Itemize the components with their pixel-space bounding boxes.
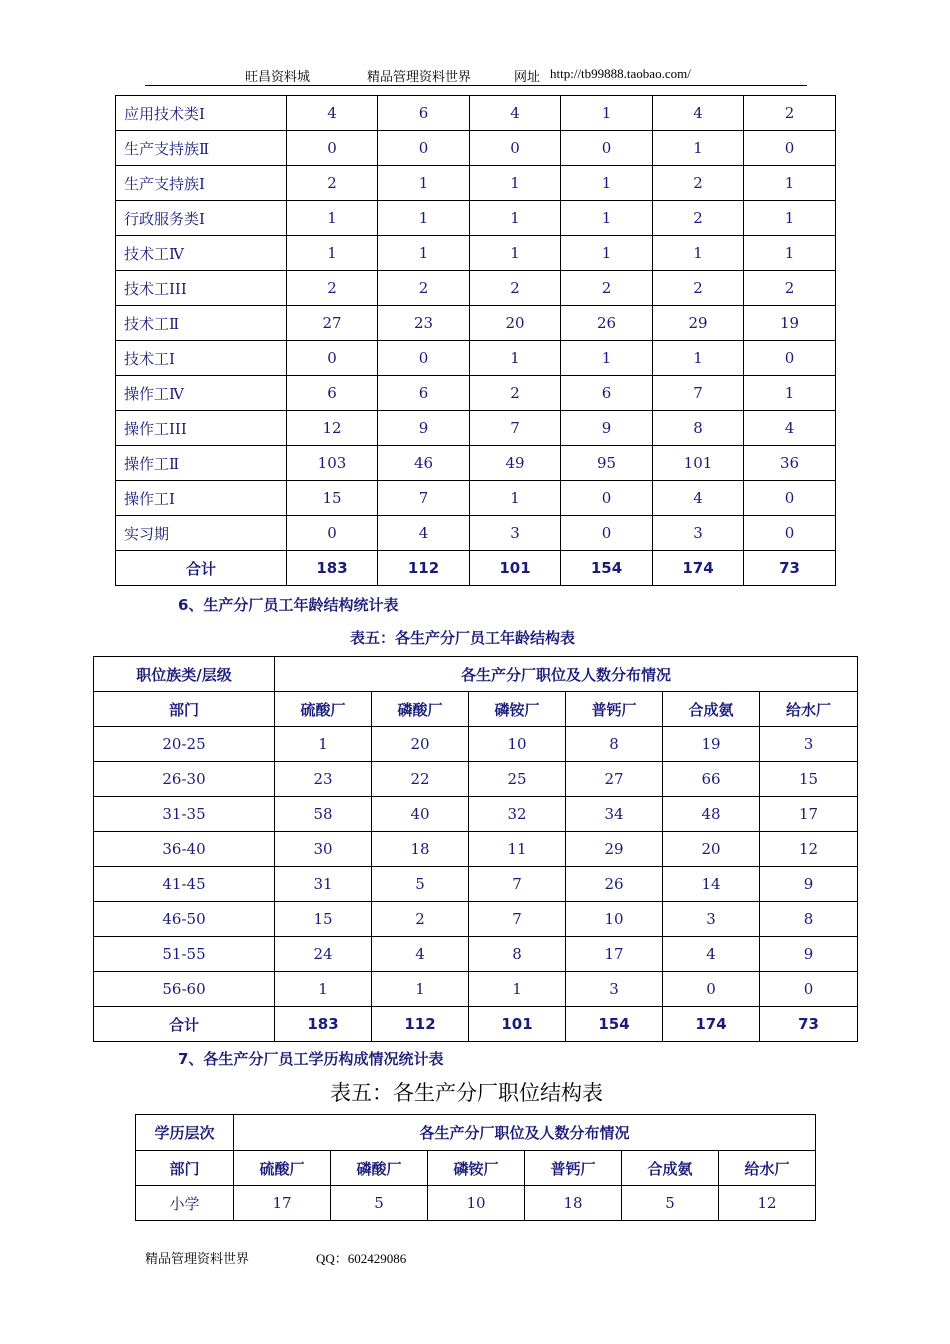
table-head-span: 各生产分厂职位及人数分布情况 [234, 1115, 816, 1151]
total-cell: 73 [744, 551, 836, 586]
table-row [116, 516, 836, 551]
total-cell: 183 [287, 551, 378, 586]
table-cell: 0 [470, 131, 561, 166]
header-url-label: 网址 [514, 69, 541, 84]
dept-cell: 硫酸厂 [234, 1151, 331, 1186]
table-cell: 23 [378, 306, 470, 341]
table-cell: 26 [566, 867, 663, 902]
page-header [145, 66, 807, 86]
table-cell: 1 [561, 96, 653, 131]
table-cell: 9 [760, 937, 858, 972]
table-cell: 0 [663, 972, 760, 1007]
row-label: 31-35 [94, 797, 275, 832]
table-row [116, 166, 836, 201]
table-cell: 0 [561, 516, 653, 551]
table-cell: 95 [561, 446, 653, 481]
total-cell: 112 [378, 551, 470, 586]
table-row [116, 306, 836, 341]
table-cell: 3 [760, 727, 858, 762]
table-cell: 1 [469, 972, 566, 1007]
row-label: 20-25 [94, 727, 275, 762]
table-cell: 66 [663, 762, 760, 797]
table-cell: 18 [525, 1186, 622, 1221]
table-dept-label: 部门 [136, 1151, 234, 1186]
table-head-span: 各生产分厂职位及人数分布情况 [275, 657, 858, 692]
row-label: 26-30 [94, 762, 275, 797]
table-dept-row [136, 1151, 816, 1186]
table-cell: 0 [287, 516, 378, 551]
table-cell: 0 [561, 131, 653, 166]
table-row [116, 131, 836, 166]
dept-cell: 磷铵厂 [428, 1151, 525, 1186]
header-brand: 旺昌资料城 [245, 69, 311, 84]
table-cell: 1 [287, 236, 378, 271]
section6-caption: 表五：各生产分厂员工年龄结构表 [350, 629, 576, 647]
footer-qq: QQ：602429086 [316, 1251, 407, 1266]
table-cell: 1 [744, 166, 836, 201]
table-cell: 25 [469, 762, 566, 797]
table-cell: 3 [653, 516, 744, 551]
table-cell: 1 [470, 166, 561, 201]
table-cell: 20 [470, 306, 561, 341]
table-cell: 101 [653, 446, 744, 481]
table-cell: 3 [470, 516, 561, 551]
row-label: 技术工Ⅱ [116, 306, 287, 341]
table-cell: 8 [566, 727, 663, 762]
table-row [94, 762, 858, 797]
table-cell: 0 [561, 481, 653, 516]
table-cell: 4 [372, 937, 469, 972]
table-cell: 103 [287, 446, 378, 481]
table-row [116, 96, 836, 131]
education-structure-table [135, 1114, 816, 1221]
total-cell: 101 [469, 1007, 566, 1042]
total-cell: 154 [566, 1007, 663, 1042]
table-cell: 1 [744, 236, 836, 271]
table-cell: 5 [372, 867, 469, 902]
table-total-row [94, 1007, 858, 1042]
table-cell: 9 [561, 411, 653, 446]
table-cell: 12 [760, 832, 858, 867]
dept-cell: 硫酸厂 [275, 692, 372, 727]
table-cell: 0 [378, 341, 470, 376]
table-cell: 30 [275, 832, 372, 867]
dept-cell: 合成氨 [663, 692, 760, 727]
table-row [94, 972, 858, 1007]
table-cell: 5 [331, 1186, 428, 1221]
table-row [116, 201, 836, 236]
total-cell: 101 [470, 551, 561, 586]
table-cell: 7 [378, 481, 470, 516]
total-label: 合计 [116, 551, 287, 586]
table-row [116, 481, 836, 516]
table-cell: 6 [378, 96, 470, 131]
table-cell: 1 [470, 481, 561, 516]
row-label: 操作工Ⅰ [116, 481, 287, 516]
table-cell: 1 [561, 236, 653, 271]
table-cell: 6 [378, 376, 470, 411]
dept-cell: 磷酸厂 [331, 1151, 428, 1186]
table-cell: 10 [469, 727, 566, 762]
row-label: 技术工Ⅳ [116, 236, 287, 271]
table-cell: 4 [470, 96, 561, 131]
table-cell: 1 [287, 201, 378, 236]
table-cell: 2 [378, 271, 470, 306]
table-cell: 0 [378, 131, 470, 166]
table-cell: 2 [287, 271, 378, 306]
row-label: 46-50 [94, 902, 275, 937]
table-cell: 8 [653, 411, 744, 446]
row-label: 行政服务类Ⅰ [116, 201, 287, 236]
table-cell: 15 [275, 902, 372, 937]
table-cell: 0 [744, 131, 836, 166]
table-cell: 1 [561, 166, 653, 201]
table-cell: 4 [663, 937, 760, 972]
header-url[interactable]: http://tb99888.taobao.com/ [550, 66, 691, 81]
table-head-label: 学历层次 [136, 1115, 234, 1151]
table-cell: 34 [566, 797, 663, 832]
table-row [116, 271, 836, 306]
total-cell: 73 [760, 1007, 858, 1042]
table-row [94, 727, 858, 762]
table-cell: 36 [744, 446, 836, 481]
table-cell: 10 [428, 1186, 525, 1221]
row-label: 操作工Ⅳ [116, 376, 287, 411]
table-cell: 20 [663, 832, 760, 867]
table-cell: 0 [744, 341, 836, 376]
table-cell: 3 [663, 902, 760, 937]
row-label: 操作工III [116, 411, 287, 446]
table-row [116, 411, 836, 446]
table-cell: 1 [275, 972, 372, 1007]
table-cell: 2 [470, 271, 561, 306]
table-cell: 1 [653, 341, 744, 376]
total-cell: 183 [275, 1007, 372, 1042]
table-cell: 1 [653, 131, 744, 166]
table-dept-label: 部门 [94, 692, 275, 727]
table-cell: 3 [566, 972, 663, 1007]
table-cell: 1 [744, 201, 836, 236]
table-cell: 4 [744, 411, 836, 446]
table-cell: 0 [287, 341, 378, 376]
header-slogan: 精品管理资料世界 [367, 69, 472, 84]
table-cell: 1 [653, 236, 744, 271]
table-cell: 1 [372, 972, 469, 1007]
table-cell: 2 [653, 271, 744, 306]
table-row [116, 341, 836, 376]
table-cell: 9 [760, 867, 858, 902]
table-cell: 17 [566, 937, 663, 972]
table-cell: 18 [372, 832, 469, 867]
header-divider [145, 85, 807, 86]
table-cell: 17 [760, 797, 858, 832]
table-cell: 46 [378, 446, 470, 481]
table-cell: 2 [470, 376, 561, 411]
table-cell: 48 [663, 797, 760, 832]
table-cell: 14 [663, 867, 760, 902]
table-cell: 20 [372, 727, 469, 762]
table-row [94, 797, 858, 832]
footer-left: 精品管理资料世界 [145, 1251, 250, 1266]
table-cell: 27 [566, 762, 663, 797]
table-cell: 32 [469, 797, 566, 832]
table-cell: 27 [287, 306, 378, 341]
table-row [94, 867, 858, 902]
table-cell: 2 [744, 96, 836, 131]
row-label: 操作工Ⅱ [116, 446, 287, 481]
table-cell: 10 [566, 902, 663, 937]
dept-cell: 给水厂 [760, 692, 858, 727]
table-cell: 1 [470, 341, 561, 376]
row-label: 51-55 [94, 937, 275, 972]
row-label: 技术工III [116, 271, 287, 306]
table-row [94, 902, 858, 937]
table-cell: 1 [470, 201, 561, 236]
table-cell: 12 [287, 411, 378, 446]
table-cell: 49 [470, 446, 561, 481]
table-header-row [94, 657, 858, 692]
table-cell: 9 [378, 411, 470, 446]
table-cell: 4 [653, 481, 744, 516]
age-structure-table [93, 656, 858, 1042]
table-header-row [136, 1115, 816, 1151]
table-cell: 1 [470, 236, 561, 271]
section6-heading: 6、生产分厂员工年龄结构统计表 [178, 596, 399, 614]
table-cell: 2 [744, 271, 836, 306]
table-row [94, 832, 858, 867]
table-cell: 2 [561, 271, 653, 306]
table-cell: 31 [275, 867, 372, 902]
table-cell: 58 [275, 797, 372, 832]
table-cell: 4 [287, 96, 378, 131]
table-row [94, 937, 858, 972]
dept-cell: 合成氨 [622, 1151, 719, 1186]
total-cell: 154 [561, 551, 653, 586]
table-cell: 2 [653, 201, 744, 236]
total-label: 合计 [94, 1007, 275, 1042]
dept-cell: 磷酸厂 [372, 692, 469, 727]
row-label: 实习期 [116, 516, 287, 551]
total-cell: 174 [663, 1007, 760, 1042]
table-cell: 24 [275, 937, 372, 972]
table-cell: 19 [663, 727, 760, 762]
table-cell: 11 [469, 832, 566, 867]
table-cell: 1 [378, 166, 470, 201]
table-cell: 2 [653, 166, 744, 201]
table-cell: 1 [561, 201, 653, 236]
table-dept-row [94, 692, 858, 727]
table-cell: 0 [287, 131, 378, 166]
table-row [116, 236, 836, 271]
table-cell: 26 [561, 306, 653, 341]
dept-cell: 给水厂 [719, 1151, 816, 1186]
table-cell: 6 [561, 376, 653, 411]
row-label: 生产支持族Ⅱ [116, 131, 287, 166]
row-label: 小学 [136, 1186, 234, 1221]
row-label: 生产支持族Ⅰ [116, 166, 287, 201]
table-cell: 2 [372, 902, 469, 937]
table-row [136, 1186, 816, 1221]
dept-cell: 磷铵厂 [469, 692, 566, 727]
table-cell: 22 [372, 762, 469, 797]
table-row [116, 446, 836, 481]
table-cell: 12 [719, 1186, 816, 1221]
table-cell: 7 [469, 867, 566, 902]
section7-caption: 表五：各生产分厂职位结构表 [330, 1081, 603, 1105]
table-cell: 15 [760, 762, 858, 797]
table-cell: 7 [470, 411, 561, 446]
table-cell: 29 [653, 306, 744, 341]
table-cell: 19 [744, 306, 836, 341]
table-head-label: 职位族类/层级 [94, 657, 275, 692]
row-label: 技术工Ⅰ [116, 341, 287, 376]
table-cell: 5 [622, 1186, 719, 1221]
table-cell: 0 [744, 516, 836, 551]
table-cell: 1 [561, 341, 653, 376]
table-row [116, 376, 836, 411]
table-cell: 29 [566, 832, 663, 867]
table-cell: 8 [469, 937, 566, 972]
table-cell: 4 [653, 96, 744, 131]
row-label: 36-40 [94, 832, 275, 867]
table-cell: 1 [378, 201, 470, 236]
table-cell: 6 [287, 376, 378, 411]
dept-cell: 普钙厂 [525, 1151, 622, 1186]
table-cell: 1 [744, 376, 836, 411]
table-cell: 0 [744, 481, 836, 516]
table-cell: 7 [469, 902, 566, 937]
row-label: 56-60 [94, 972, 275, 1007]
table-cell: 2 [287, 166, 378, 201]
table-cell: 8 [760, 902, 858, 937]
table-cell: 17 [234, 1186, 331, 1221]
position-count-table [115, 95, 836, 586]
table-cell: 1 [378, 236, 470, 271]
table-total-row [116, 551, 836, 586]
section7-heading: 7、各生产分厂员工学历构成情况统计表 [178, 1050, 444, 1068]
table-cell: 23 [275, 762, 372, 797]
total-cell: 174 [653, 551, 744, 586]
table-cell: 0 [760, 972, 858, 1007]
row-label: 应用技术类Ⅰ [116, 96, 287, 131]
row-label: 41-45 [94, 867, 275, 902]
table-cell: 4 [378, 516, 470, 551]
dept-cell: 普钙厂 [566, 692, 663, 727]
table-cell: 1 [275, 727, 372, 762]
table-cell: 15 [287, 481, 378, 516]
table-cell: 7 [653, 376, 744, 411]
table-cell: 40 [372, 797, 469, 832]
total-cell: 112 [372, 1007, 469, 1042]
